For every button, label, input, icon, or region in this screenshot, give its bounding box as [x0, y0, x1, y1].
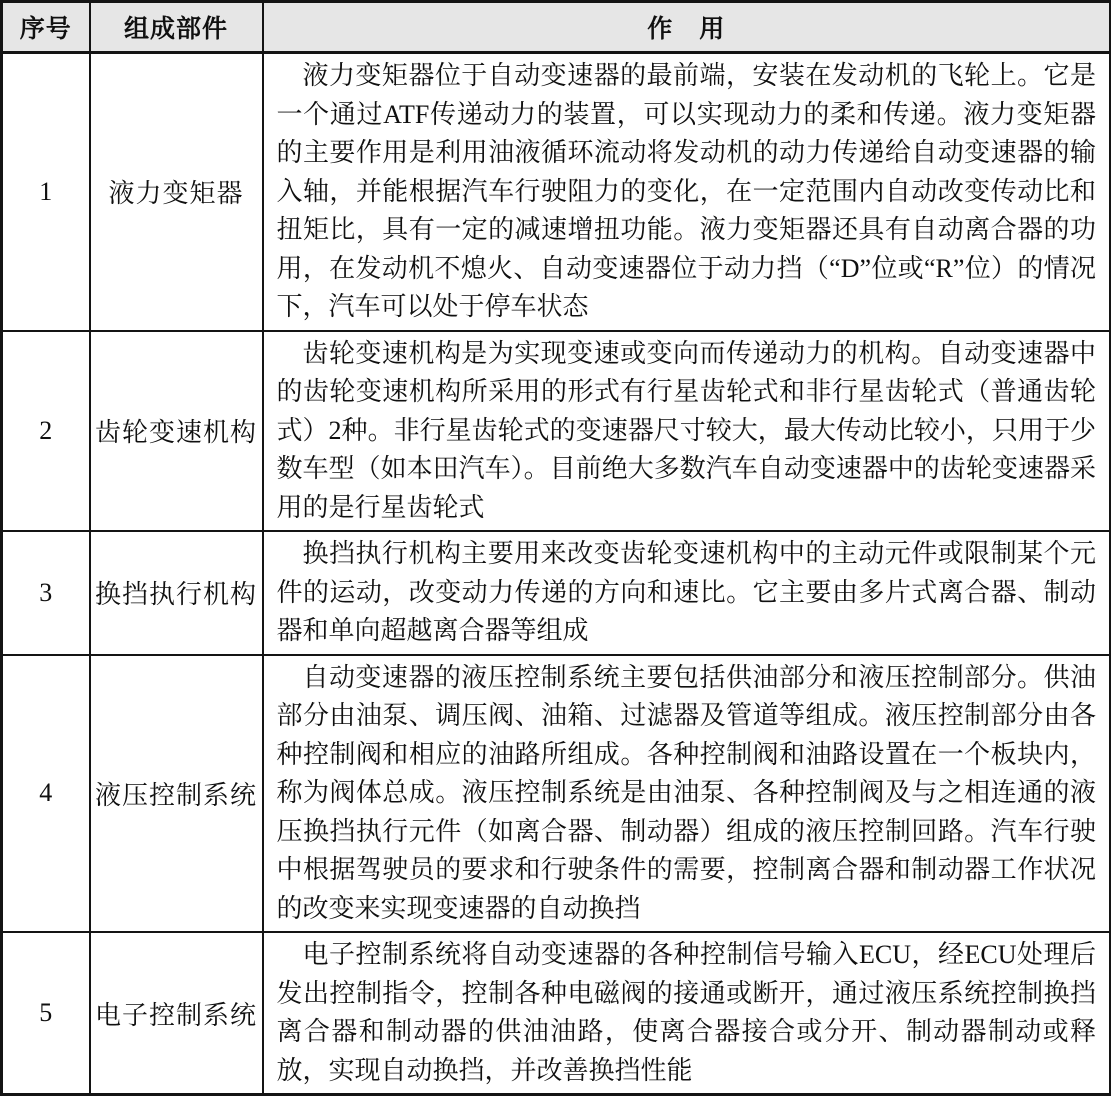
table-body	[2, 53, 1111, 1095]
component-name: 电子控制系统	[90, 932, 263, 1095]
table-row	[2, 331, 1111, 532]
component-name: 换挡执行机构	[90, 531, 263, 655]
component-name: 液力变矩器	[90, 53, 263, 331]
table-row	[2, 932, 1111, 1095]
table-row	[2, 53, 1111, 331]
row-number: 4	[2, 655, 90, 933]
role-text: 换挡执行机构主要用来改变齿轮变速机构中的主动元件或限制某个元件的运动，改变动力传递的方向和速比。它主要由多片式离合器、制动器和单向超越离合器等组成	[276, 539, 1096, 645]
component-role	[263, 331, 1111, 532]
header-row	[2, 2, 1111, 53]
row-number: 2	[2, 331, 90, 532]
table-row	[2, 531, 1111, 655]
row-number: 3	[2, 531, 90, 655]
role-text: 电子控制系统将自动变速器的各种控制信号输入ECU，经ECU处理后发出控制指令，控制各种电磁阀的接通或断开，通过液压系统控制换挡离合器和制动器的供油油路，使离合器接合或分开、制动器制动或释放，实现自动换挡，并改善换挡性能	[276, 940, 1096, 1085]
row-number: 1	[2, 53, 90, 331]
component-role	[263, 531, 1111, 655]
row-number: 5	[2, 932, 90, 1095]
component-name: 齿轮变速机构	[90, 331, 263, 532]
role-text: 自动变速器的液压控制系统主要包括供油部分和液压控制部分。供油部分由油泵、调压阀、油箱、过滤器及管道等组成。液压控制部分由各种控制阀和相应的油路所组成。各种控制阀和油路设置在一个板块内，称为阀体总成。液压控制系统是由油泵、各种控制阀及与之相连通的液压换挡执行元件（如离合器、制动器）组成的液压控制回路。汽车行驶中根据驾驶员的要求和行驶条件的需要，控制离合器和制动器工作状况的改变来实现变速器的自动换挡	[276, 662, 1096, 923]
header-cell-component: 组成部件	[90, 2, 263, 53]
table-header	[2, 2, 1111, 53]
component-role	[263, 53, 1111, 331]
table-row	[2, 655, 1111, 933]
role-text: 液力变矩器位于自动变速器的最前端，安装在发动机的飞轮上。它是一个通过ATF传递动力的装置，可以实现动力的柔和传递。液力变矩器的主要作用是利用油液循环流动将发动机的动力传递给自动变速器的输入轴，并能根据汽车行驶阻力的变化，在一定范围内自动改变传动比和扭矩比，具有一定的减速增扭功能。液力变矩器还具有自动离合器的功用，在发动机不熄火、自动变速器位于动力挡（“D”位或“R”位）的情况下，汽车可以处于停车状态	[276, 61, 1096, 321]
role-text: 齿轮变速机构是为实现变速或变向而传递动力的机构。自动变速器中的齿轮变速机构所采用的形式有行星齿轮式和非行星齿轮式（普通齿轮式）2种。非行星齿轮式的变速器尺寸较大，最大传动比较小，只用于少数车型（如本田汽车）。目前绝大多数汽车自动变速器中的齿轮变速器采用的是行星齿轮式	[276, 338, 1096, 522]
component-role	[263, 932, 1111, 1095]
component-role	[263, 655, 1111, 933]
header-cell-no: 序号	[2, 2, 90, 53]
header-cell-role: 作 用	[263, 2, 1111, 53]
component-name: 液压控制系统	[90, 655, 263, 933]
